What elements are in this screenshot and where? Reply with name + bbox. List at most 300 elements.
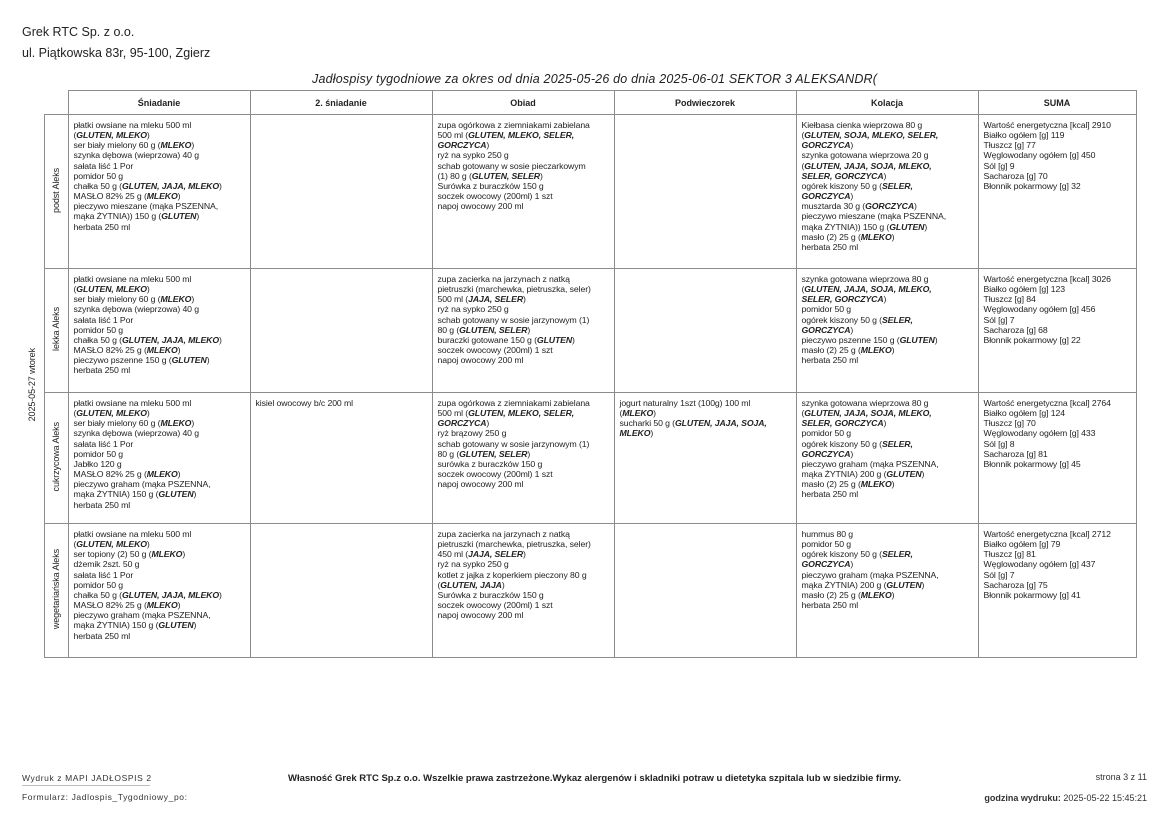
- allergen-text: GLUTEN, JAJA, MLEKO: [121, 180, 220, 191]
- menu-line: [74, 222, 246, 232]
- menu-line: [802, 294, 974, 304]
- item-text: pieczywo graham (mąka PSZENNA,: [73, 610, 211, 621]
- allergen-text: GORCZYCA: [801, 559, 851, 570]
- menu-line: [74, 284, 246, 294]
- item-text: ): [850, 448, 854, 459]
- menu-line: [984, 449, 1132, 459]
- menu-line: [438, 355, 610, 365]
- menu-line: [984, 408, 1132, 418]
- meal-cell-obiad: [432, 524, 614, 658]
- item-text: Węglowodany ogółem [g] 437: [983, 559, 1096, 570]
- menu-line: [438, 335, 610, 345]
- allergen-text: GLUTEN, JAJA, SOJA, MLEKO,: [804, 284, 932, 295]
- item-text: ): [934, 334, 938, 345]
- item-text: MASŁO 82% 25 g (: [73, 600, 147, 611]
- summary-cell: [978, 269, 1136, 393]
- menu-line: [620, 398, 792, 408]
- menu-line: [74, 211, 246, 221]
- item-text: Kiełbasa cienka wieprzowa 80 g: [801, 120, 923, 130]
- item-text: ): [177, 345, 181, 356]
- menu-line: [438, 590, 610, 600]
- item-text: kisiel owocowy b/c 200 ml: [255, 398, 353, 408]
- allergen-text: GLUTEN, JAJA: [440, 579, 502, 590]
- menu-line: [74, 171, 246, 181]
- item-text: masło (2) 25 g (: [801, 479, 861, 490]
- menu-line: [74, 549, 246, 559]
- menu-line: [984, 418, 1132, 428]
- menu-line: [984, 171, 1132, 181]
- item-text: ): [191, 418, 195, 429]
- item-text: ): [891, 589, 895, 600]
- allergen-text: GLUTEN, JAJA, SOJA,: [674, 418, 767, 429]
- table-row: [20, 393, 1136, 524]
- menu-line: [74, 610, 246, 620]
- menu-line: [984, 590, 1132, 600]
- menu-line: [984, 161, 1132, 171]
- allergen-text: MLEKO: [160, 294, 192, 305]
- menu-line: [802, 140, 974, 150]
- item-text: (: [801, 284, 805, 295]
- allergen-text: SELER, GORCZYCA: [801, 294, 884, 305]
- allergen-text: GLUTEN, SELER: [459, 324, 528, 335]
- menu-line: [74, 631, 246, 641]
- item-text: ): [146, 539, 150, 550]
- menu-line: [438, 559, 610, 569]
- menu-line: [438, 459, 610, 469]
- menu-line: [74, 559, 246, 569]
- menu-line: [620, 418, 792, 428]
- meal-cell-2-sniadanie: [250, 269, 432, 393]
- item-text: ): [193, 620, 197, 631]
- item-text: napoj owocowy 200 ml: [437, 610, 524, 621]
- menu-line: [438, 181, 610, 191]
- item-text: Sacharoza [g] 68: [983, 324, 1048, 335]
- item-text: dżemik 2szt. 50 g: [73, 559, 140, 570]
- menu-line: [74, 418, 246, 428]
- item-text: Sacharoza [g] 75: [983, 579, 1048, 590]
- item-text: ): [146, 408, 150, 419]
- allergen-text: SELER,: [881, 438, 913, 449]
- col-header-2-sniadanie: 2. śniadanie: [250, 91, 432, 115]
- menu-line: [74, 191, 246, 201]
- menu-line: [984, 459, 1132, 469]
- menu-line: [802, 304, 974, 314]
- menu-line: [438, 570, 610, 580]
- page-number: strona 3 z 11: [1095, 772, 1147, 782]
- menu-line: [984, 304, 1132, 314]
- menu-line: [802, 418, 974, 428]
- menu-line: [802, 439, 974, 449]
- menu-line: [802, 570, 974, 580]
- meal-cell-sniadanie: [68, 115, 250, 269]
- item-text: mąka ŻYTNIA) 200 g (: [801, 579, 887, 590]
- item-text: soczek owocowy (200ml) 1 szt: [437, 469, 553, 480]
- menu-line: [802, 529, 974, 539]
- menu-line: [984, 439, 1132, 449]
- item-text: płatki owsiane na mleku 500 ml: [73, 120, 192, 130]
- menu-line: [984, 294, 1132, 304]
- menu-line: [74, 469, 246, 479]
- item-text: Wartość energetyczna [kcal] 2764: [983, 398, 1111, 408]
- allergen-text: MLEKO: [860, 231, 892, 242]
- item-text: zupa zacierka na jarzynach z natką: [437, 274, 570, 284]
- allergen-text: MLEKO: [860, 479, 892, 490]
- item-text: Sacharoza [g] 70: [983, 170, 1048, 181]
- item-text: Białko ogółem [g] 123: [983, 284, 1065, 295]
- menu-line: [984, 529, 1132, 539]
- item-text: ser biały mielony 60 g (: [73, 140, 161, 151]
- meal-cell-2-sniadanie: [250, 524, 432, 658]
- menu-line: [802, 181, 974, 191]
- allergen-text: GLUTEN: [158, 620, 194, 631]
- menu-line: [802, 274, 974, 284]
- menu-line: [984, 539, 1132, 549]
- item-text: Białko ogółem [g] 124: [983, 408, 1065, 419]
- print-time-label: godzina wydruku:: [984, 793, 1061, 803]
- menu-line: [984, 570, 1132, 580]
- item-text: pomidor 50 g: [73, 324, 124, 335]
- allergen-text: GORCZYCA: [437, 140, 487, 151]
- menu-line: [802, 355, 974, 365]
- item-text: 500 ml (: [437, 408, 469, 419]
- menu-line: [74, 398, 246, 408]
- menu-line: [438, 345, 610, 355]
- menu-line: [802, 559, 974, 569]
- menu-line: [438, 140, 610, 150]
- item-text: MASŁO 82% 25 g (: [73, 469, 147, 480]
- menu-line: [802, 242, 974, 252]
- item-text: ): [650, 428, 654, 439]
- item-text: ): [914, 201, 917, 212]
- item-text: ): [146, 130, 150, 141]
- item-text: masło (2) 25 g (: [801, 589, 861, 600]
- item-text: pomidor 50 g: [73, 448, 124, 459]
- page-title: Jadłospisy tygodniowe za okres od dnia 2025-05-26 do dnia 2025-06-01 SEKTOR 3 ALEKSANDR(: [312, 72, 878, 86]
- menu-line: [438, 191, 610, 201]
- item-text: ): [193, 489, 197, 500]
- menu-line: [984, 559, 1132, 569]
- item-text: Białko ogółem [g] 119: [983, 130, 1065, 141]
- menu-line: [438, 529, 610, 539]
- item-text: MASŁO 82% 25 g (: [73, 345, 147, 356]
- date-cell: [20, 115, 44, 658]
- item-text: sucharki 50 g (: [619, 418, 675, 429]
- menu-line: [802, 284, 974, 294]
- item-text: zupa ogórkowa z ziemniakami zabielana: [437, 398, 590, 408]
- item-text: ): [527, 324, 531, 335]
- allergen-text: SELER, GORCZYCA: [801, 418, 884, 429]
- allergen-text: GLUTEN, JAJA, SOJA, MLEKO,: [804, 160, 932, 171]
- item-text: mąka ŻYTNIA)) 150 g (: [801, 221, 890, 232]
- menu-line: [984, 315, 1132, 325]
- item-text: szynka dębowa (wieprzowa) 40 g: [73, 428, 199, 439]
- item-text: ): [501, 579, 505, 590]
- item-text: ): [850, 140, 854, 151]
- allergen-text: MLEKO: [146, 600, 178, 611]
- menu-line: [984, 428, 1132, 438]
- menu-line: [802, 130, 974, 140]
- item-text: Tłuszcz [g] 81: [983, 549, 1036, 560]
- item-text: pietruszki (marchewka, pietruszka, seler): [437, 284, 591, 295]
- item-text: Sól [g] 7: [983, 569, 1015, 580]
- item-text: Błonnik pokarmowy [g] 22: [983, 334, 1081, 345]
- item-text: napoj owocowy 200 ml: [437, 355, 524, 366]
- allergen-text: GLUTEN, SOJA, MLEKO, SELER,: [804, 130, 939, 141]
- menu-line: [438, 304, 610, 314]
- meal-cell-podwieczorek: [614, 524, 796, 658]
- item-text: Sól [g] 8: [983, 438, 1015, 449]
- item-text: herbata 250 ml: [801, 489, 859, 500]
- summary-cell: [978, 115, 1136, 269]
- item-text: 80 g (: [437, 324, 460, 335]
- col-header-kolacja: Kolacja: [796, 91, 978, 115]
- item-text: 500 ml (: [437, 294, 469, 305]
- menu-line: [802, 469, 974, 479]
- menu-line: [802, 459, 974, 469]
- item-text: szynka dębowa (wieprzowa) 40 g: [73, 304, 199, 315]
- meal-cell-kolacja: [796, 524, 978, 658]
- col-header-podwieczorek: Podwieczorek: [614, 91, 796, 115]
- diet-label: lekka Aleks: [50, 307, 61, 352]
- item-text: (: [801, 130, 805, 141]
- menu-line: [74, 335, 246, 345]
- allergen-text: GLUTEN, JAJA, MLEKO: [121, 334, 220, 345]
- menu-line: [74, 181, 246, 191]
- menu-line: [984, 549, 1132, 559]
- menu-line: [438, 418, 610, 428]
- allergen-text: GORCZYCA: [801, 324, 851, 335]
- meal-cell-obiad: [432, 393, 614, 524]
- item-text: płatki owsiane na mleku 500 ml: [73, 529, 192, 539]
- meal-cell-kolacja: [796, 393, 978, 524]
- item-text: mąka ŻYTNIA) 200 g (: [801, 469, 887, 480]
- item-text: (: [801, 408, 805, 419]
- meal-cell-podwieczorek: [614, 269, 796, 393]
- diet-label: wegetariańska Aleks: [50, 549, 61, 630]
- allergen-text: MLEKO: [619, 428, 651, 439]
- table-row: [20, 115, 1136, 269]
- item-text: zupa zacierka na jarzynach z natką: [437, 529, 570, 539]
- item-text: pieczywo mieszane (mąka PSZENNA,: [73, 201, 219, 212]
- item-text: Sacharoza [g] 81: [983, 448, 1048, 459]
- item-text: 500 ml (: [437, 130, 469, 141]
- allergen-text: GLUTEN, JAJA, SOJA, MLEKO,: [804, 408, 932, 419]
- summary-cell: [978, 524, 1136, 658]
- item-text: mąka ŻYTNIA) 150 g (: [73, 489, 159, 500]
- allergen-text: GORCZYCA: [865, 201, 915, 212]
- allergen-text: GLUTEN: [161, 211, 197, 222]
- item-text: (: [73, 284, 77, 295]
- item-text: ): [486, 140, 490, 151]
- menu-line: [984, 325, 1132, 335]
- item-text: masło (2) 25 g (: [801, 231, 861, 242]
- item-text: Surówka z buraczków 150 g: [437, 180, 544, 191]
- menu-line: [74, 130, 246, 140]
- allergen-text: GORCZYCA: [801, 191, 851, 202]
- menu-line: [802, 232, 974, 242]
- allergen-text: GLUTEN, MLEKO: [76, 408, 147, 419]
- menu-line: [802, 315, 974, 325]
- item-text: chałka 50 g (: [73, 589, 122, 600]
- menu-line: [802, 489, 974, 499]
- meal-cell-sniadanie: [68, 524, 250, 658]
- item-text: schab gotowany w sosie pieczarkowym: [437, 160, 586, 171]
- menu-line: [802, 150, 974, 160]
- item-text: sałata liść 1 Por: [73, 438, 134, 449]
- menu-line: [984, 284, 1132, 294]
- item-text: mąka ŻYTNIA)) 150 g (: [73, 211, 162, 222]
- item-text: ): [191, 294, 195, 305]
- item-text: pomidor 50 g: [73, 170, 124, 181]
- allergen-text: GLUTEN: [536, 334, 573, 345]
- item-text: ogórek kiszony 50 g (: [801, 438, 882, 449]
- menu-line: [438, 408, 610, 418]
- item-text: Błonnik pokarmowy [g] 45: [983, 458, 1081, 469]
- allergen-text: MLEKO: [860, 345, 892, 356]
- menu-line: [74, 140, 246, 150]
- date-label: 2025-05-27 wtorek: [26, 348, 37, 422]
- menu-line: [74, 449, 246, 459]
- item-text: ): [177, 191, 181, 202]
- meal-cell-podwieczorek: [614, 393, 796, 524]
- allergen-text: GLUTEN, SELER: [471, 170, 540, 181]
- allergen-text: SELER,: [881, 314, 913, 325]
- meal-cell-obiad: [432, 269, 614, 393]
- item-text: szynka gotowana wieprzowa 80 g: [801, 398, 929, 408]
- item-text: sałata liść 1 Por: [73, 569, 134, 580]
- item-text: Błonnik pokarmowy [g] 32: [983, 180, 1081, 191]
- item-text: pomidor 50 g: [801, 539, 852, 550]
- menu-line: [802, 449, 974, 459]
- header-row: [20, 91, 1136, 115]
- item-text: Błonnik pokarmowy [g] 41: [983, 589, 1081, 600]
- allergen-text: MLEKO: [860, 589, 892, 600]
- item-text: napoj owocowy 200 ml: [437, 479, 524, 490]
- item-text: ogórek kiszony 50 g (: [801, 314, 882, 325]
- diet-cell: [44, 524, 68, 658]
- item-text: (: [801, 160, 805, 171]
- menu-line: [74, 304, 246, 314]
- item-text: MASŁO 82% 25 g (: [73, 191, 147, 202]
- menu-line: [438, 398, 610, 408]
- meal-cell-2-sniadanie: [250, 115, 432, 269]
- item-text: szynka gotowana wieprzowa 80 g: [801, 274, 929, 284]
- menu-line: [802, 428, 974, 438]
- item-text: (: [73, 539, 77, 550]
- item-text: ): [572, 334, 575, 345]
- item-text: ryż brązowy 250 g: [437, 428, 507, 439]
- menu-line: [802, 120, 974, 130]
- item-text: ): [182, 549, 186, 560]
- item-text: ryż na sypko 250 g: [437, 150, 509, 161]
- item-text: musztarda 30 g (: [801, 201, 866, 212]
- allergen-text: JAJA, SELER: [468, 549, 523, 560]
- menu-line: [74, 201, 246, 211]
- item-text: ): [883, 294, 887, 305]
- item-text: pieczywo mieszane (mąka PSZENNA,: [801, 211, 947, 222]
- item-text: chałka 50 g (: [73, 334, 122, 345]
- menu-line: [74, 459, 246, 469]
- item-text: schab gotowany w sosie jarzynowym (1): [437, 438, 590, 449]
- item-text: ): [891, 231, 895, 242]
- item-text: pieczywo graham (mąka PSZENNA,: [801, 569, 939, 580]
- allergen-text: MLEKO: [160, 140, 192, 151]
- menu-line: [802, 211, 974, 221]
- item-text: ): [850, 324, 854, 335]
- menu-line: [802, 590, 974, 600]
- item-text: herbata 250 ml: [73, 221, 131, 232]
- item-text: herbata 250 ml: [73, 630, 131, 641]
- print-time: [984, 793, 1147, 803]
- item-text: pieczywo pszenne 150 g (: [801, 334, 900, 345]
- item-text: ogórek kiszony 50 g (: [801, 180, 882, 191]
- menu-line: [802, 580, 974, 590]
- menu-line: [620, 408, 792, 418]
- menu-line: [438, 479, 610, 489]
- menu-line: [802, 191, 974, 201]
- company-name: Grek RTC Sp. z o.o.: [22, 25, 135, 39]
- menu-line: [438, 539, 610, 549]
- company-header: [22, 22, 210, 64]
- menu-line: [74, 294, 246, 304]
- allergen-text: JAJA, SELER: [468, 294, 523, 305]
- item-text: masło (2) 25 g (: [801, 345, 861, 356]
- allergen-text: MLEKO: [622, 408, 654, 419]
- print-time-value: 2025-05-22 15:45:21: [1063, 793, 1147, 803]
- menu-line: [802, 171, 974, 181]
- menu-line: [802, 222, 974, 232]
- menu-line: [74, 580, 246, 590]
- footer-divider: [22, 785, 150, 786]
- menu-line: [802, 201, 974, 211]
- item-text: sałata liść 1 Por: [73, 314, 134, 325]
- menu-line: [74, 428, 246, 438]
- menu-line: [984, 398, 1132, 408]
- allergen-text: GORCZYCA: [801, 140, 851, 151]
- allergen-text: GLUTEN, MLEKO, SELER,: [468, 408, 575, 419]
- item-text: (: [437, 579, 441, 590]
- item-text: płatki owsiane na mleku 500 ml: [73, 274, 192, 284]
- item-text: herbata 250 ml: [73, 499, 131, 510]
- menu-line: [438, 439, 610, 449]
- meal-cell-2-sniadanie: [250, 393, 432, 524]
- menu-line: [802, 335, 974, 345]
- item-text: ): [921, 579, 925, 590]
- item-text: Węglowodany ogółem [g] 433: [983, 428, 1096, 439]
- item-text: ): [486, 418, 490, 429]
- menu-line: [802, 161, 974, 171]
- menu-line: [620, 428, 792, 438]
- item-text: szynka dębowa (wieprzowa) 40 g: [73, 150, 199, 161]
- allergen-text: MLEKO: [146, 469, 178, 480]
- item-text: Tłuszcz [g] 70: [983, 418, 1036, 429]
- item-text: zupa ogórkowa z ziemniakami zabielana: [437, 120, 590, 130]
- allergen-text: GLUTEN: [889, 221, 925, 232]
- allergen-text: GLUTEN: [158, 489, 194, 500]
- diet-cell: [44, 269, 68, 393]
- meal-cell-obiad: [432, 115, 614, 269]
- menu-line: [438, 610, 610, 620]
- menu-line: [438, 549, 610, 559]
- menu-line: [438, 120, 610, 130]
- company-address: ul. Piątkowska 83r, 95-100, Zgierz: [22, 46, 211, 60]
- item-text: (: [73, 130, 77, 141]
- menu-line: [74, 274, 246, 284]
- item-text: ): [850, 559, 854, 570]
- menu-line: [74, 500, 246, 510]
- allergen-text: MLEKO: [146, 191, 178, 202]
- item-text: soczek owocowy (200ml) 1 szt: [437, 191, 553, 202]
